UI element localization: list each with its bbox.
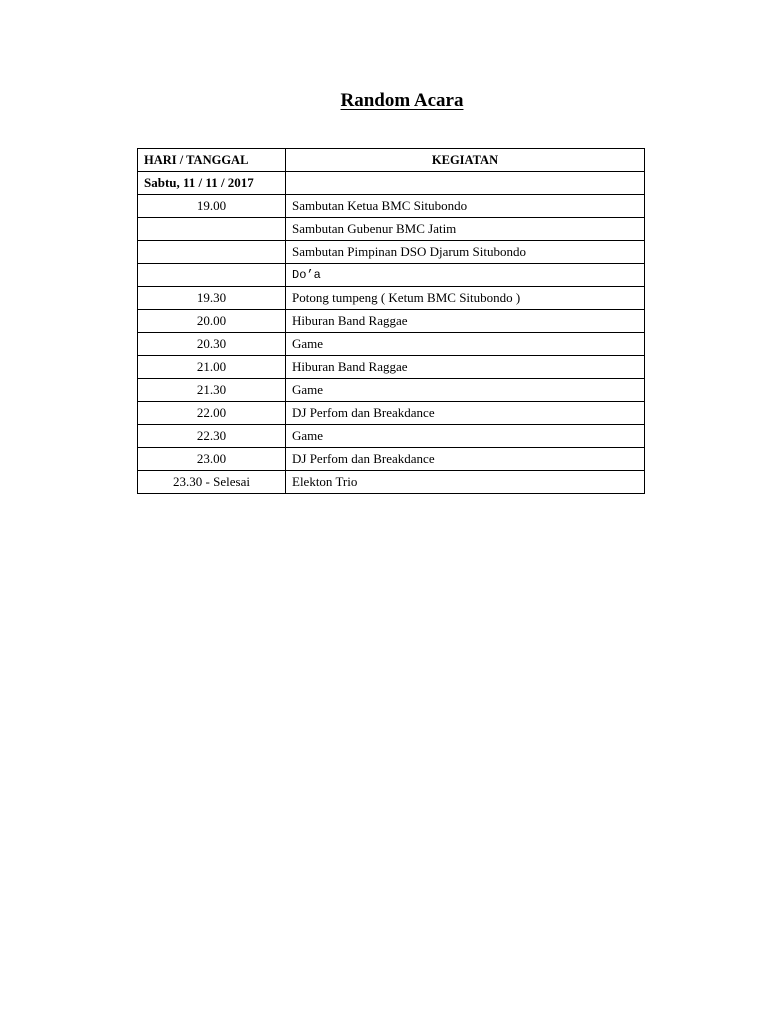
activity-cell: Game <box>286 425 645 448</box>
time-cell: 22.30 <box>138 425 286 448</box>
table-row <box>138 471 645 494</box>
activity-cell: DJ Perfom dan Breakdance <box>286 448 645 471</box>
date-cell: Sabtu, 11 / 11 / 2017 <box>138 172 286 195</box>
activity-cell: Sambutan Pimpinan DSO Djarum Situbondo <box>286 241 645 264</box>
table-row <box>138 195 645 218</box>
time-cell: 23.30 - Selesai <box>138 471 286 494</box>
activity-cell: Elekton Trio <box>286 471 645 494</box>
activity-cell: DJ Perfom dan Breakdance <box>286 402 645 425</box>
table-row <box>138 402 645 425</box>
table-row <box>138 287 645 310</box>
header-activity: KEGIATAN <box>286 149 645 172</box>
table-row <box>138 333 645 356</box>
time-cell: 21.00 <box>138 356 286 379</box>
table-row <box>138 379 645 402</box>
time-cell: 20.30 <box>138 333 286 356</box>
activity-cell: Hiburan Band Raggae <box>286 310 645 333</box>
activity-cell: Potong tumpeng ( Ketum BMC Situbondo ) <box>286 287 645 310</box>
table-row <box>138 241 645 264</box>
time-cell <box>138 218 286 241</box>
table-row <box>138 356 645 379</box>
table-row <box>138 218 645 241</box>
page-title: Random Acara <box>340 90 464 111</box>
time-cell: 19.00 <box>138 195 286 218</box>
activity-cell: Sambutan Ketua BMC Situbondo <box>286 195 645 218</box>
time-cell: 22.00 <box>138 402 286 425</box>
table-row <box>138 310 645 333</box>
activity-cell: Game <box>286 379 645 402</box>
time-cell: 20.00 <box>138 310 286 333</box>
activity-cell: Do’a <box>286 264 645 287</box>
time-cell: 21.30 <box>138 379 286 402</box>
table-row <box>138 425 645 448</box>
schedule-table <box>137 148 645 494</box>
header-day-date: HARI / TANGGAL <box>138 149 286 172</box>
activity-cell: Game <box>286 333 645 356</box>
time-cell: 23.00 <box>138 448 286 471</box>
date-row <box>138 172 645 195</box>
date-activity-cell <box>286 172 645 195</box>
activity-cell: Hiburan Band Raggae <box>286 356 645 379</box>
activity-cell: Sambutan Gubenur BMC Jatim <box>286 218 645 241</box>
table-row <box>138 448 645 471</box>
time-cell <box>138 241 286 264</box>
table-row <box>138 264 645 287</box>
table-header-row <box>138 149 645 172</box>
time-cell <box>138 264 286 287</box>
time-cell: 19.30 <box>138 287 286 310</box>
